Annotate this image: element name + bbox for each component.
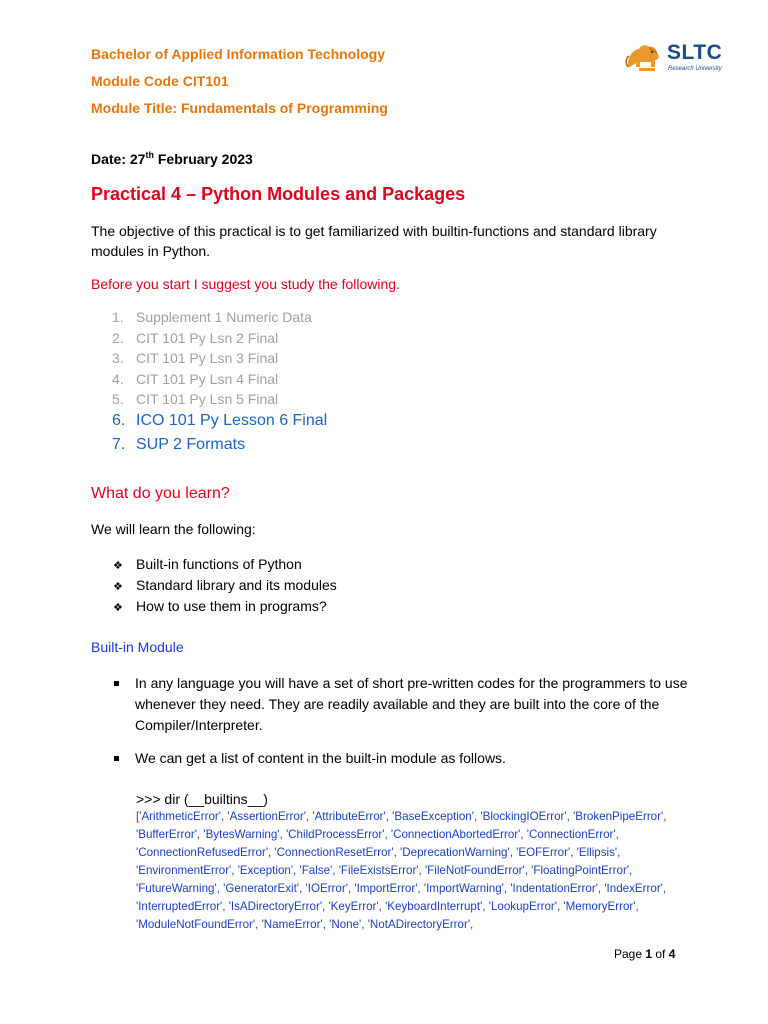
reading-item-4[interactable] [112,371,278,387]
date-month-year: February 2023 [153,151,253,167]
square-bullet-icon [114,756,119,761]
document-date [91,151,253,167]
section-heading: What do you learn? [91,485,230,502]
reading-item-number: 3. [112,350,124,366]
total-pages: 4 [668,947,676,961]
objective-paragraph: The objective of this practical is to get familiarized with builtin-functions and standard library modules in Python. [91,223,657,259]
reading-item-label: CIT 101 Py Lsn 3 Final [136,350,279,366]
bullet-text: We can get a list of content in the built-in module as follows. [135,750,506,766]
reading-item-number: 2. [112,330,124,346]
learn-item [113,556,302,572]
module-code: Module Code CIT101 [91,73,229,89]
page-footer [614,947,675,961]
diamond-bullet-icon: ❖ [113,581,123,593]
subheading-builtin-module: Built-in Module [91,639,184,655]
learn-item-label: How to use them in programs? [136,598,327,614]
open-bracket: [ [136,810,140,823]
reading-item-7[interactable] [112,436,245,454]
date-label: Date: 27 [91,151,146,167]
page-label: Page [614,947,646,961]
date-suffix: th [145,150,154,160]
reading-item-label: Supplement 1 Numeric Data [136,309,312,325]
lion-icon [624,41,662,74]
program-name: Bachelor of Applied Information Technology [91,46,386,62]
learn-item-label: Built-in functions of Python [136,556,302,572]
diamond-bullet-icon: ❖ [113,560,123,572]
reading-item-3[interactable] [112,350,278,366]
builtins-output [136,808,696,934]
square-bullet-icon [114,681,119,686]
reading-item-label: CIT 101 Py Lsn 2 Final [136,330,279,346]
learn-intro: We will learn the following: [91,521,256,537]
practical-title: Practical 4 – Python Modules and Packages [91,184,466,204]
learn-item [113,598,327,614]
reading-item-2[interactable] [112,330,278,346]
diamond-bullet-icon: ❖ [113,602,123,614]
learn-item [113,577,337,593]
page-separator: of [652,947,669,961]
bullet-text: In any language you will have a set of short pre-written codes for the programmers to use whenever they need. They are readily available and they are built into the core of the Compiler/Interpreter. [135,675,688,733]
reading-item-label: CIT 101 Py Lsn 5 Final [136,391,279,407]
logo-tagline: Research University [668,66,722,72]
sltc-logo [621,39,725,76]
learn-item-label: Standard library and its modules [136,577,337,593]
current-page: 1 [645,947,653,961]
reading-item-5[interactable] [112,391,278,407]
reading-item-1[interactable] [112,309,312,325]
module-title: Module Title: Fundamentals of Programming [91,100,388,116]
study-suggestion: Before you start I suggest you study the following. [91,276,400,292]
reading-item-label: CIT 101 Py Lsn 4 Final [136,371,279,387]
reading-item-number: 5. [112,391,124,407]
reading-item-6[interactable] [112,412,327,430]
reading-item-number: 6. [112,412,126,429]
builtins-list: 'ArithmeticError', 'AssertionError', 'AttributeError', 'BaseException', 'BlockingIOError', 'BrokenPipeError', 'BufferError', 'BytesWarning', 'ChildProcessError', 'ConnectionAbortedError', 'ConnectionError', 'ConnectionRefusedError', 'ConnectionResetError', 'DeprecationWarning', 'EOFError', 'Ellipsis', 'EnvironmentError', 'Exception', 'False', 'FileExistsError', 'FileNotFoundError', 'FloatingPointError', 'FutureWarning', 'GeneratorExit', 'IOError', 'ImportError', 'ImportWarning', 'IndentationError', 'IndexError', 'InterruptedError', 'IsADirectoryError', 'KeyError', 'KeyboardInterrupt', 'LookupError', 'MemoryError', 'ModuleNotFoundError', 'NameError', 'None', 'NotADirectoryError', [136,810,667,931]
reading-item-label: ICO 101 Py Lesson 6 Final [136,412,328,429]
reading-item-number: 7. [112,436,126,453]
python-command: >>> dir (__builtins__) [136,791,268,807]
logo-wordmark: SLTC [667,41,723,64]
reading-item-label: SUP 2 Formats [136,436,246,453]
reading-item-number: 1. [112,309,124,325]
reading-item-number: 4. [112,371,124,387]
